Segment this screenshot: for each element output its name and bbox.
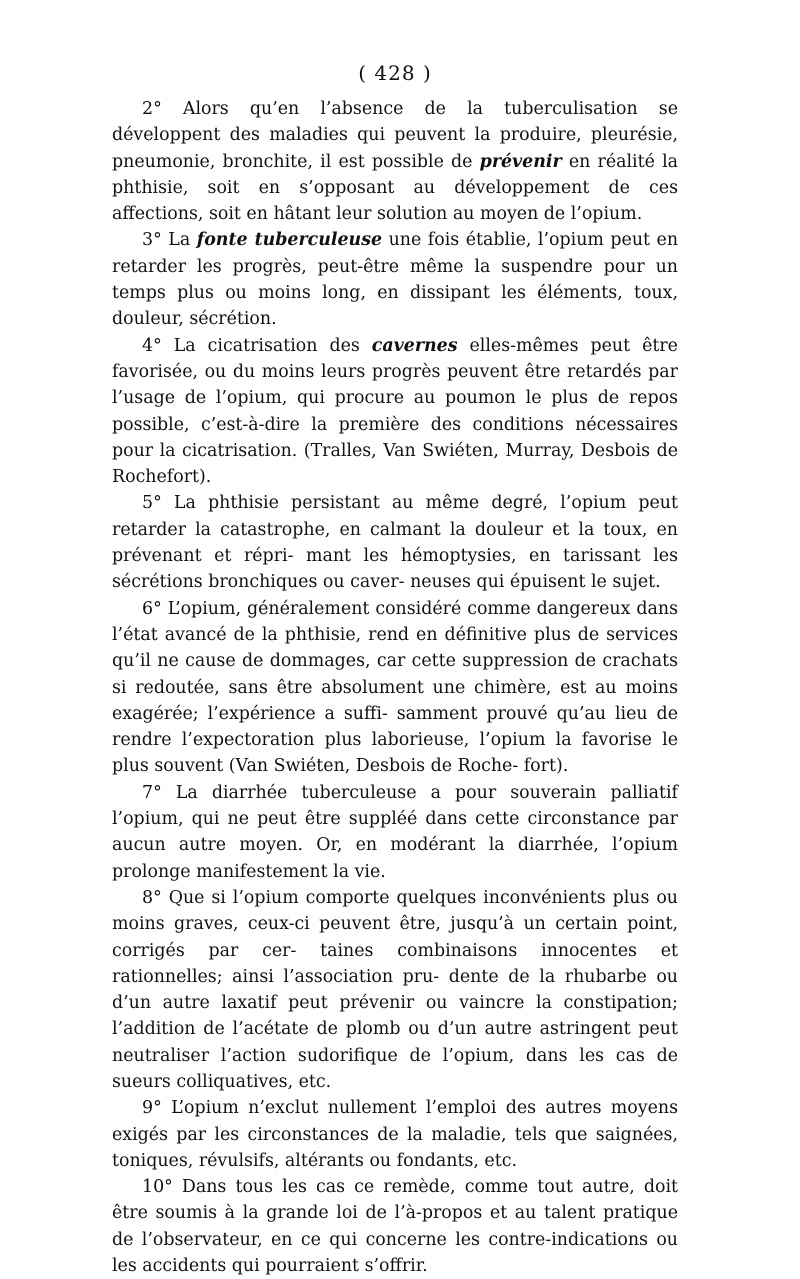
page: [112, 60, 678, 1279]
paragraph-9: [112, 1174, 678, 1279]
emphasis-term: cavernes: [371, 335, 458, 356]
text-run: en réalité la phthisie, soit en s’opposant au développement de ces affections, soit en hâtant leur solution au moyen de l’opium.: [112, 151, 678, 225]
text-run: une fois établie, l’opium peut en retarder les progrès, peut-être même la suspendre pour un temps plus ou moins long, en dissipant les éléments, toux, douleur, sécrétion.: [112, 230, 679, 330]
paragraph-7: [112, 885, 678, 1095]
paragraph-2: [112, 227, 678, 332]
body-text: [112, 96, 678, 1279]
text-run: 5° La phthisie persistant au même degré, l’opium peut retarder la catastrophe, en calmant la douleur et la toux, en prévenant et répri- mant les hémoptysies, en tarissant les sécrétions bronchiques ou caver- neuses qui épuisent le sujet.: [112, 493, 678, 593]
paragraph-3: [112, 333, 678, 491]
text-run: 2° Alors qu’en l’absence de la tuberculisation se développent des maladies qui peuvent la produire, pleurésie, pneumonie, bronchite, il est possible de: [112, 99, 678, 172]
text-run: 8° Que si l’opium comporte quelques inconvénients plus ou moins graves, ceux-ci peuvent être, jusqu’à un certain point, corrigés par cer- taines combinaisons innocentes et rationnelles; ainsi l’association pru- dente de la rhubarbe ou d’un autre laxatif peut prévenir ou vaincre la constipation; l’addition de l’acétate de plomb ou d’un autre astringent peut neutraliser l’action sudorifique de l’opium, dans les cas de sueurs colliquatives, etc.: [112, 887, 678, 1092]
emphasis-term: prévenir: [479, 151, 562, 172]
text-run: 4° La cicatrisation des: [142, 335, 372, 356]
text-run: elles-mêmes peut être favorisée, ou du moins leurs progrès peuvent être retardés par l’usage de l’opium, qui procure au poumon le plus de repos possible, c’est-à-dire la première des conditions nécessaires pour la cicatrisation. (Tralles, Van Swiéten, Murray, Desbois de Rochefort).: [112, 335, 678, 488]
page-number: ( 428 ): [358, 61, 432, 85]
text-run: 9° L’opium n’exclut nullement l’emploi des autres moyens exigés par les circonstances de la maladie, tels que saignées, toniques, révulsifs, altérants ou fondants, etc.: [112, 1098, 678, 1171]
paragraph-6: [112, 780, 678, 885]
paragraph-8: [112, 1095, 678, 1174]
text-run: 10° Dans tous les cas ce remède, comme tout autre, doit être soumis à la grande loi de l’à-propos et au talent pratique de l’observateur, en ce qui concerne les contre-indications ou les accidents qui pourraient s’offrir.: [112, 1177, 678, 1277]
text-run: 3° La: [142, 230, 197, 251]
paragraph-4: [112, 490, 678, 595]
paragraph-1: [112, 96, 678, 227]
emphasis-term: fonte tuberculeuse: [196, 230, 383, 251]
text-run: 6° L’opium, généralement considéré comme dangereux dans l’état avancé de la phthisie, rend en définitive plus de services qu’il ne cause de dommages, car cette suppression de crachats si redoutée, sans être absolument une chimère, est au moins exagérée; l’expérience a suffi- samment prouvé qu’au lieu de rendre l’expectoration plus laborieuse, l’opium la favorise le plus souvent (Van Swiéten, Desbois de Roche- fort).: [112, 598, 678, 777]
text-run: 7° La diarrhée tuberculeuse a pour souverain palliatif l’opium, qui ne peut être suppléé dans cette circonstance par aucun autre moyen. Or, en modérant la diarrhée, l’opium prolonge manifestement la vie.: [112, 782, 678, 882]
paragraph-5: [112, 596, 678, 780]
